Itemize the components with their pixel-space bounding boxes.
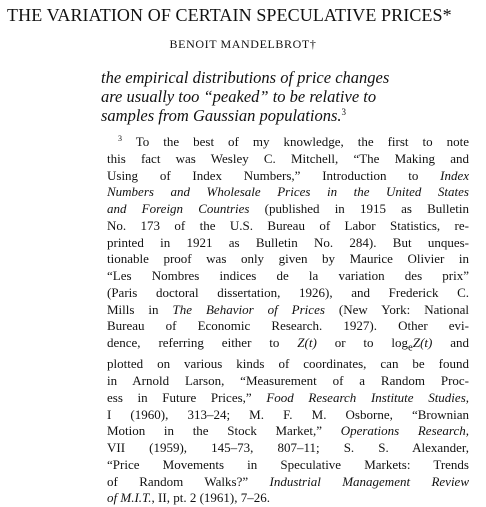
footnote-line: $^3$ To the best of my knowledge, the first to note (118, 134, 469, 149)
author-name: BENOIT MANDELBROT† (169, 37, 317, 51)
footnote-line: “Price Movements in Speculative Markets: Trends (107, 456, 469, 472)
footnote-line: (Paris doctoral dissertation, 1926), and Frederick C. (107, 284, 469, 300)
math-expression: Z(t) (412, 335, 433, 350)
journal-title: of M.I.T. (107, 490, 152, 506)
footnote-line: printed in 1921 as Bulletin No. 284). But unques- (107, 234, 469, 250)
book-title: The Behavior of Prices (172, 301, 325, 317)
footnote-line: No. 173 of the U.S. Bureau of Labor Statistics, re- (107, 217, 469, 233)
footnote-3 (107, 134, 469, 507)
log-base: e (408, 341, 413, 354)
journal-title: Industrial Management Review (269, 473, 469, 489)
footnote-line: Motion in the Stock Market,” Operations Research, (107, 423, 470, 439)
footnote-line: ess in Future Prices,” Food Research Institute Studies, (107, 389, 469, 405)
footnote-line: Bureau of Economic Research. 1927). Other evi- (107, 318, 469, 334)
footnote-line (107, 184, 469, 201)
footnote-line: plotted on various kinds of coordinates, can be found (107, 356, 469, 372)
footnote-line: this fact was Wesley C. Mitchell, “The Making and (107, 150, 469, 166)
highlighted-quote (101, 68, 401, 125)
footnote-line: tionable proof was only given by Maurice Olivier in (107, 251, 469, 267)
footnote-line: Mills in The Behavior of Prices (New York: National (107, 301, 469, 317)
footnote-marker: 3 (118, 134, 122, 143)
book-title: Numbers and Wholesale Prices in the United States (107, 184, 469, 200)
article-title: THE VARIATION OF CERTAIN SPECULATIVE PRICES* (7, 5, 452, 25)
quote-line: the empirical distributions of price changes (101, 68, 390, 87)
footnote-line: of Random Walks?” Industrial Management Review (107, 473, 469, 489)
footnote-reference: 3 (341, 107, 346, 117)
quote-line: are usually too “peaked” to be relative to (101, 87, 377, 106)
footnote-line: VII (1959), 145–73, 807–11; S. S. Alexander, (107, 440, 469, 456)
footnote-line: “Les Nombres indices de la variation des prix” (107, 268, 469, 283)
footnote-line: Using of Index Numbers,” Introduction to Index (107, 167, 469, 183)
footnote-line: dence, referring either to Z(t) or to $\log_eZ(t)$ and (107, 335, 470, 354)
book-title: Index (440, 167, 469, 183)
quote-text: samples from Gaussian populations. (101, 106, 342, 125)
footnote-line: of M.I.T., II, pt. 2 (1961), 7–26. (107, 490, 270, 506)
math-expression: Z(t) (297, 335, 317, 350)
footnote-line: and Foreign Countries (published in 1915 as Bulletin (107, 201, 469, 216)
footnote-line: I (1960), 313–24; M. F. M. Osborne, “Brownian (107, 406, 469, 422)
book-title: and Foreign Countries (107, 201, 250, 216)
journal-title: Operations Research, (340, 423, 470, 439)
journal-title: Food Research Institute Studies, (266, 389, 469, 405)
quote-line (101, 106, 401, 125)
footnote-line: in Arnold Larson, “Measurement of a Random Proc- (107, 373, 469, 389)
